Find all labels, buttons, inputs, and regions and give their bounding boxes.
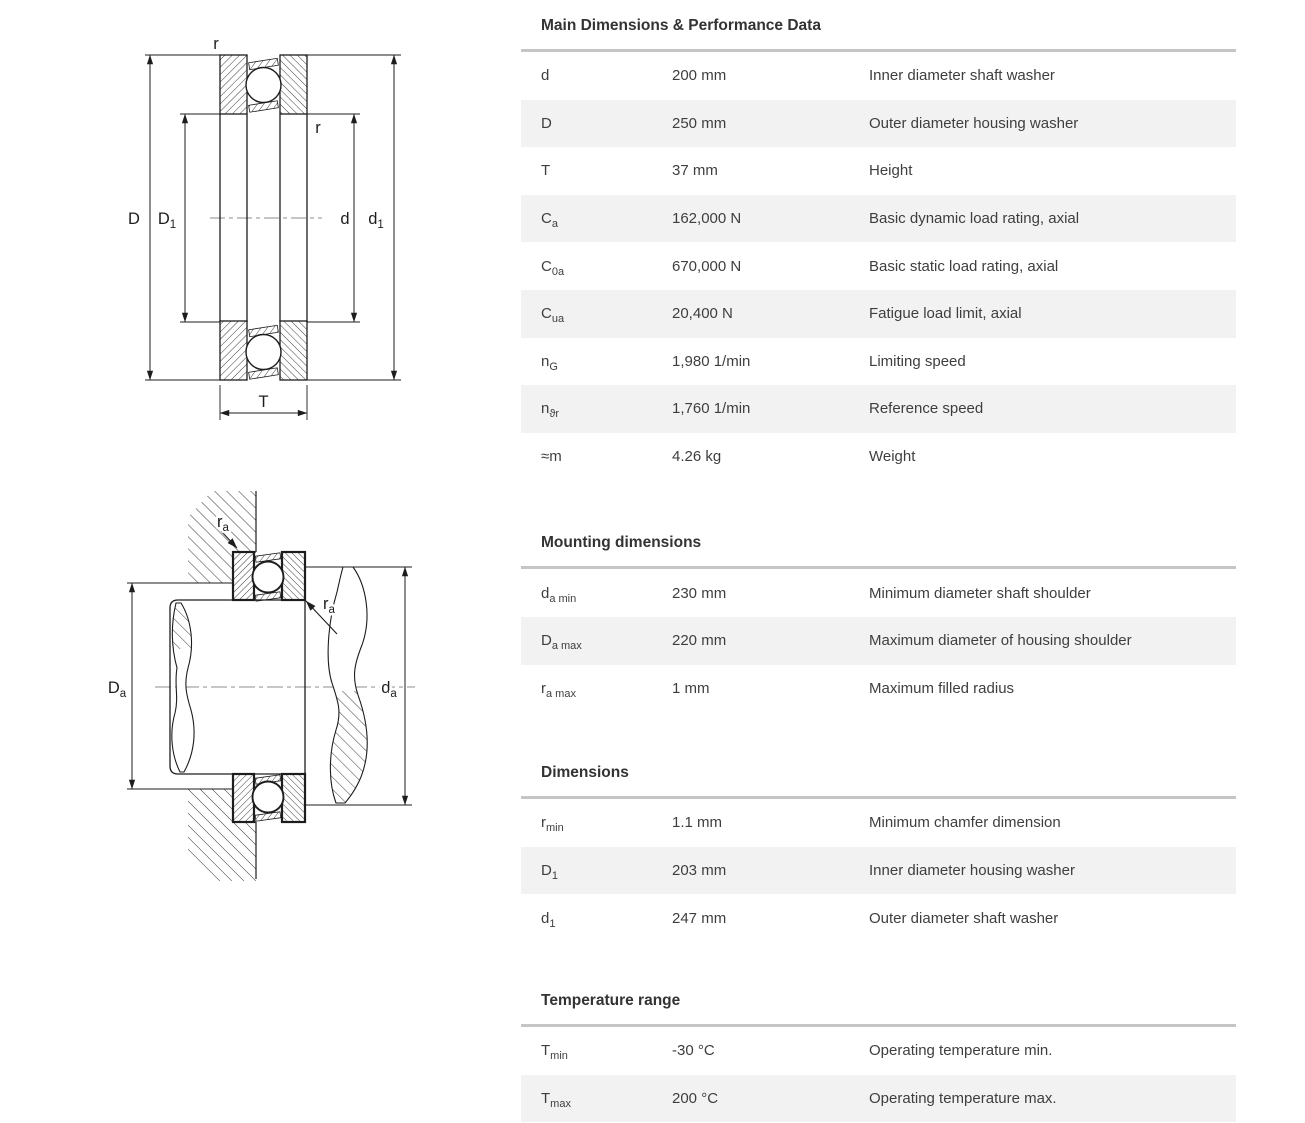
table-row	[521, 290, 1236, 338]
spec-tables	[521, 0, 1236, 1122]
symbol-cell: $T_{max}$	[541, 1089, 571, 1110]
dim-label-d: d	[340, 210, 350, 228]
shaft-washer-section	[220, 55, 247, 114]
symbol-cell: $r_{a max}$	[541, 679, 576, 700]
table-row	[521, 147, 1236, 195]
fillet-label-ra-lower: $r_a$	[323, 595, 335, 616]
table-row	[521, 433, 1236, 481]
table-row	[521, 1027, 1236, 1075]
symbol-cell: T	[541, 162, 551, 180]
symbol-cell: $T_{min}$	[541, 1042, 568, 1063]
value-cell: 1,980 1/min	[672, 352, 751, 370]
description-cell: Maximum diameter of housing shoulder	[869, 632, 1132, 650]
shaft-washer-section	[282, 774, 305, 822]
section-title: Mounting dimensions	[521, 533, 1236, 569]
symbol-cell: $C_{0a}$	[541, 257, 565, 278]
chamfer-label-r-side: r	[315, 119, 321, 137]
chamfer-label-r-top: r	[213, 35, 219, 53]
dim-label-d1: $d_1$	[368, 210, 384, 231]
table-row	[521, 385, 1236, 433]
symbol-cell: $d_{a min}$	[541, 584, 577, 605]
fillet-label-ra-upper: $r_a$	[217, 513, 229, 534]
description-cell: Minimum chamfer dimension	[869, 814, 1061, 832]
dim-label-T: T	[258, 393, 269, 411]
value-cell: 1 mm	[672, 679, 710, 697]
table-row	[521, 100, 1236, 148]
table-row	[521, 52, 1236, 100]
dim-label-D: D	[128, 210, 140, 228]
housing-washer-section	[233, 774, 254, 822]
value-cell: 200 mm	[672, 67, 727, 85]
bearing-cross-section-diagram	[110, 30, 410, 425]
symbol-cell: $r_{min}$	[541, 814, 564, 835]
value-cell: 200 °C	[672, 1089, 719, 1107]
section-title: Main Dimensions & Performance Data	[521, 16, 1236, 52]
table-body	[521, 799, 1236, 942]
table-body	[521, 52, 1236, 480]
section-mounting-dimensions	[521, 533, 1236, 712]
description-cell: Reference speed	[869, 400, 984, 418]
symbol-cell: d	[541, 67, 550, 85]
table-row	[521, 799, 1236, 847]
table-body	[521, 569, 1236, 712]
symbol-cell: $n_{ϑr}$	[541, 400, 560, 421]
dim-label-Da: $D_a$	[107, 679, 127, 700]
symbol-cell: D	[541, 114, 552, 132]
description-cell: Inner diameter shaft washer	[869, 67, 1055, 85]
section-main-dimensions	[521, 16, 1236, 480]
ball	[253, 782, 284, 813]
value-cell: 250 mm	[672, 114, 727, 132]
table-row	[521, 242, 1236, 290]
cage	[255, 812, 281, 821]
symbol-cell: $C_{ua}$	[541, 305, 565, 326]
dim-label-D1: $D_1$	[157, 210, 177, 231]
value-cell: 230 mm	[672, 584, 727, 602]
description-cell: Basic dynamic load rating, axial	[869, 210, 1080, 228]
ball	[253, 562, 284, 593]
symbol-cell: $D_{a max}$	[541, 632, 582, 653]
ball	[246, 68, 281, 103]
shaft-break	[164, 567, 380, 805]
value-cell: 220 mm	[672, 632, 727, 650]
description-cell: Basic static load rating, axial	[869, 257, 1059, 275]
description-cell: Maximum filled radius	[869, 679, 1015, 697]
dim-label-da: $d_a$	[381, 679, 397, 700]
symbol-cell: $C_a$	[541, 210, 558, 231]
description-cell: Limiting speed	[869, 352, 966, 370]
description-cell: Operating temperature max.	[869, 1089, 1057, 1107]
value-cell: 1,760 1/min	[672, 400, 751, 418]
section-title: Dimensions	[521, 763, 1236, 799]
value-cell: 203 mm	[672, 862, 727, 880]
housing-washer-section	[280, 321, 307, 380]
section-temperature-range	[521, 991, 1236, 1122]
section-title: Temperature range	[521, 991, 1236, 1027]
value-cell: 20,400 N	[672, 305, 733, 323]
rolling-elements	[246, 58, 281, 379]
value-cell: 247 mm	[672, 909, 727, 927]
description-cell: Inner diameter housing washer	[869, 862, 1075, 880]
value-cell: 4.26 kg	[672, 448, 722, 466]
table-row	[521, 894, 1236, 942]
housing-washer-section	[233, 552, 254, 600]
symbol-cell: $n_G$	[541, 352, 558, 373]
description-cell: Height	[869, 162, 913, 180]
table-row	[521, 847, 1236, 895]
ball	[246, 335, 281, 370]
shaft-washer-section	[220, 321, 247, 380]
value-cell: 670,000 N	[672, 257, 742, 275]
description-cell: Weight	[869, 448, 916, 466]
table-row	[521, 569, 1236, 617]
symbol-cell: $D_1$	[541, 862, 558, 883]
symbol-cell: ≈m	[541, 448, 562, 466]
description-cell: Fatigue load limit, axial	[869, 305, 1022, 323]
shaft-washer-section	[282, 552, 305, 600]
table-row	[521, 1075, 1236, 1123]
description-cell: Outer diameter shaft washer	[869, 909, 1059, 927]
table-row	[521, 617, 1236, 665]
symbol-cell: $d_1$	[541, 909, 556, 930]
description-cell: Minimum diameter shaft shoulder	[869, 584, 1091, 602]
table-row	[521, 665, 1236, 713]
table-row	[521, 195, 1236, 243]
table-body	[521, 1027, 1236, 1122]
description-cell: Operating temperature min.	[869, 1042, 1053, 1060]
value-cell: -30 °C	[672, 1042, 715, 1060]
section-dimensions	[521, 763, 1236, 942]
value-cell: 1.1 mm	[672, 814, 723, 832]
table-row	[521, 338, 1236, 386]
value-cell: 37 mm	[672, 162, 718, 180]
description-cell: Outer diameter housing washer	[869, 114, 1079, 132]
mounting-diagram	[100, 485, 420, 885]
value-cell: 162,000 N	[672, 210, 742, 228]
housing-washer-section	[280, 55, 307, 114]
